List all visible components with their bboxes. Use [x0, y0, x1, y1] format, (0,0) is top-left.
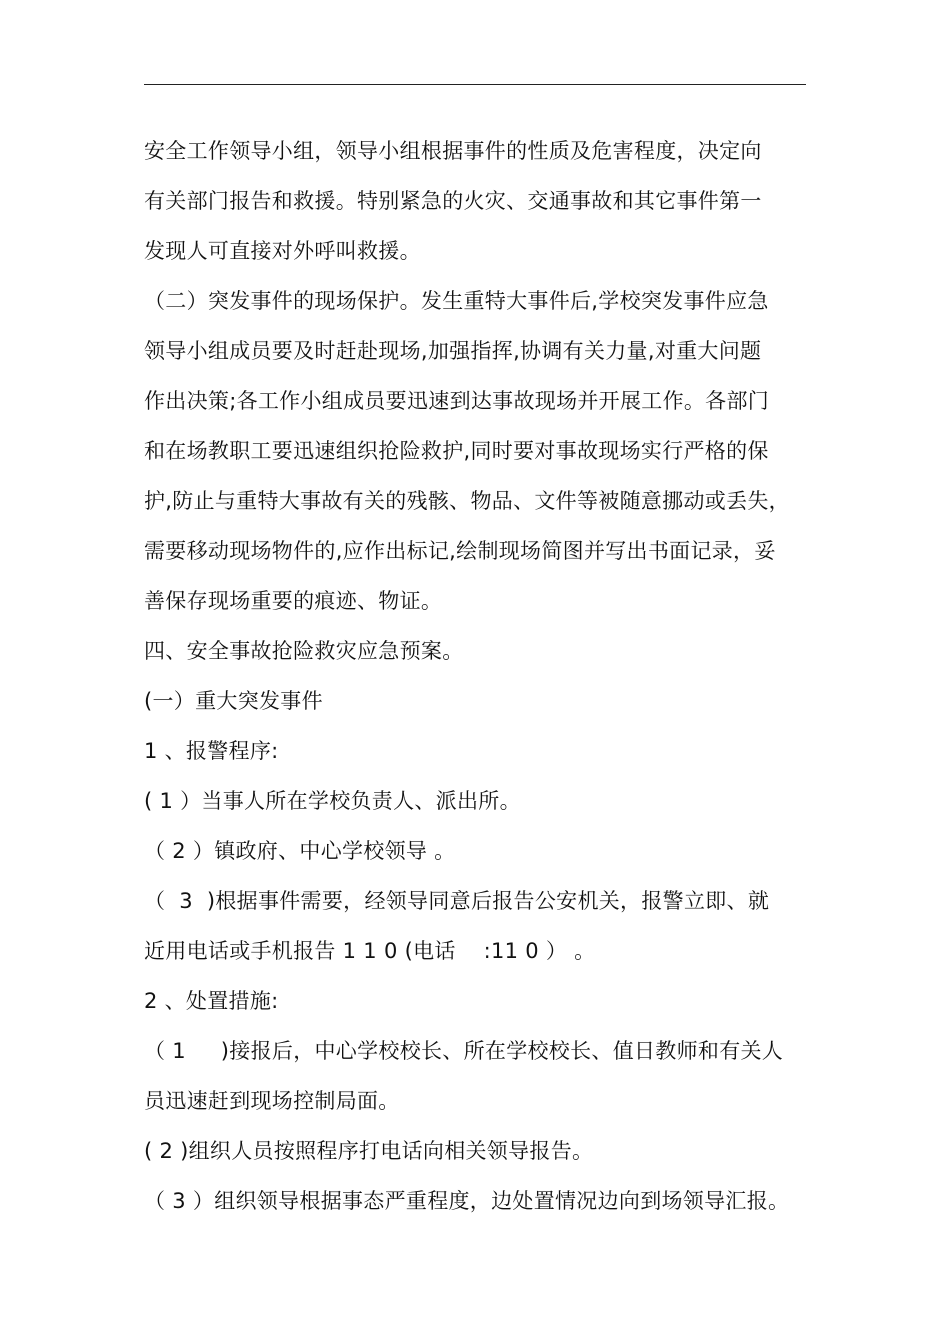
subsection-heading: (一）重大突发事件: [144, 689, 323, 713]
text-line: 需要移动现场物件的,应作出标记,绘制现场简图并写出书面记录，妥: [144, 539, 776, 563]
header-rule: [144, 84, 806, 85]
list-item: ( 1 ）当事人所在学校负责人、派出所。: [144, 789, 521, 813]
text-line: 作出决策;各工作小组成员要迅速到达事故现场并开展工作。各部门: [144, 389, 770, 413]
text-line: 善保存现场重要的痕迹、物证。: [144, 589, 443, 613]
text-line: 有关部门报告和救援。特别紧急的火灾、交通事故和其它事件第一: [144, 189, 762, 213]
section-heading: 四、安全事故抢险救灾应急预案。: [144, 639, 464, 663]
list-item: （ 1 )接报后，中心学校校长、所在学校校长、值日教师和有关人: [144, 1039, 784, 1063]
text-line: 近用电话或手机报告 1 1 0 (电话 :11 0 ） 。: [144, 939, 596, 963]
text-line: 员迅速赶到现场控制局面。: [144, 1089, 400, 1113]
list-heading: 2 、处置措施:: [144, 989, 279, 1013]
text-line: 领导小组成员要及时赶赴现场,加强指挥,协调有关力量,对重大问题: [144, 339, 762, 363]
list-item: （ 2 ）镇政府、中心学校领导 。: [144, 839, 456, 863]
text-line: 护,防止与重特大事故有关的残骸、物品、文件等被随意挪动或丢失，: [144, 489, 790, 513]
list-heading: 1 、报警程序:: [144, 739, 279, 763]
list-item: （ 3 ）组织领导根据事态严重程度，边处置情况边向到场领导汇报。: [144, 1189, 790, 1213]
text-line: 发现人可直接对外呼叫救援。: [144, 239, 421, 263]
text-line: 安全工作领导小组，领导小组根据事件的性质及危害程度，决定向: [144, 139, 762, 163]
list-item: （ 3 )根据事件需要，经领导同意后报告公安机关，报警立即、就: [144, 889, 770, 913]
text-line: （二）突发事件的现场保护。发生重特大事件后,学校突发事件应急: [144, 289, 769, 313]
list-item: ( 2 )组织人员按照程序打电话向相关领导报告。: [144, 1139, 594, 1163]
text-line: 和在场教职工要迅速组织抢险救护,同时要对事故现场实行严格的保: [144, 439, 769, 463]
document-body: [144, 126, 834, 1226]
